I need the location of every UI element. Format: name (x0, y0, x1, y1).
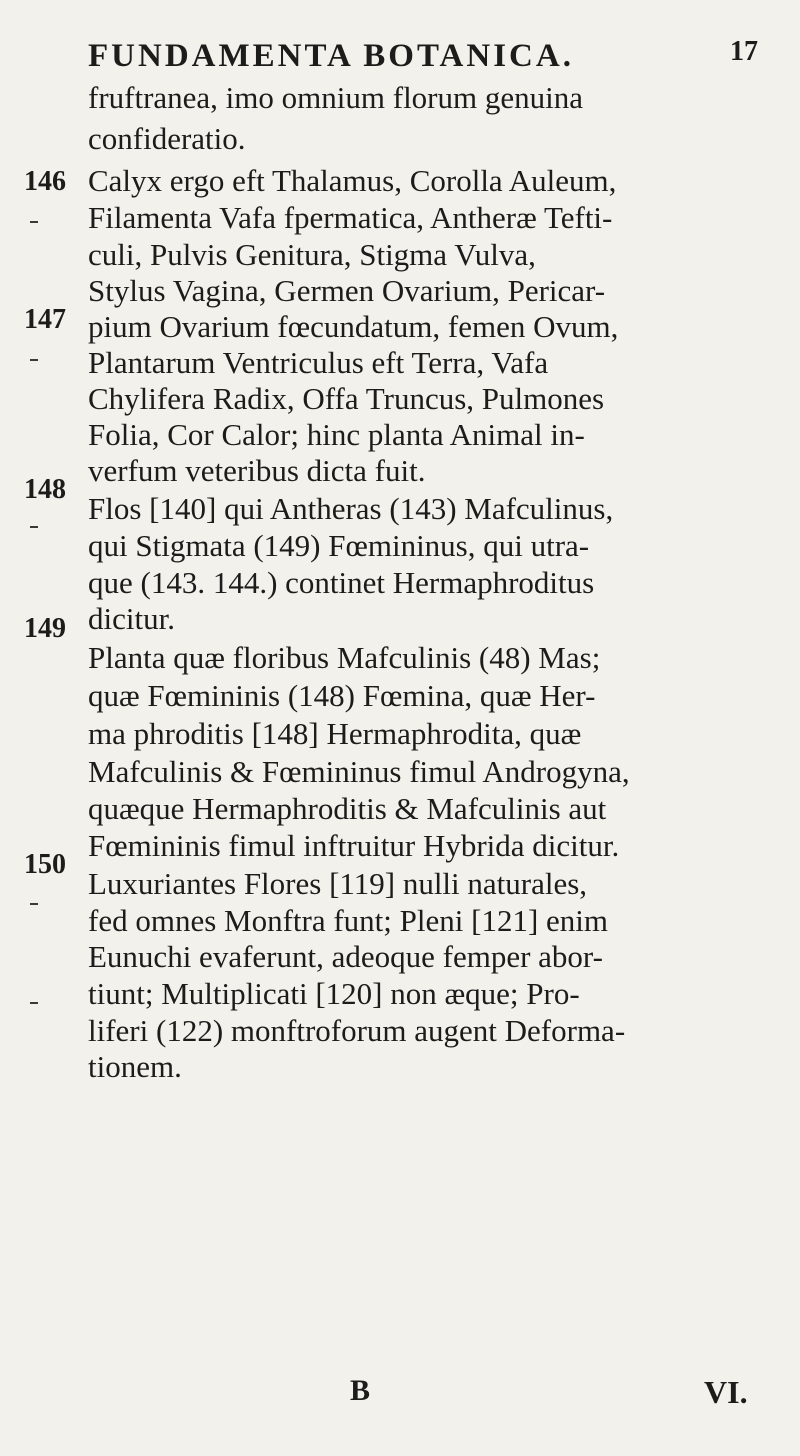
text-line: Luxuriantes Flores [119] nulli naturales, (88, 866, 588, 901)
text-line: tiunt; Multiplicati [120] non æque; Pro- (88, 976, 580, 1011)
text-line: Stylus Vagina, Germen Ovarium, Pericar- (88, 273, 606, 308)
text-line: culi, Pulvis Genitura, Stigma Vulva, (88, 237, 536, 272)
text-line: fruftranea, imo omnium florum genuina (88, 80, 584, 115)
paragraph-number: 148 (24, 474, 66, 505)
page-number: 17 (730, 36, 758, 67)
text-line: Calyx ergo eft Thalamus, Corolla Auleum, (88, 163, 617, 198)
text-line: fed omnes Monftra funt; Pleni [121] enim (88, 903, 609, 938)
margin-mark (30, 1002, 38, 1004)
text-line: ma phroditis [148] Hermaphrodita, quæ (88, 716, 582, 751)
text-line: liferi (122) monftroforum augent Deforma- (88, 1013, 626, 1048)
text-line: Folia, Cor Calor; hinc planta Animal in- (88, 417, 585, 452)
text-line: verfum veteribus dicta fuit. (88, 453, 426, 488)
text-line: Chylifera Radix, Offa Truncus, Pulmones (88, 381, 605, 416)
margin-mark (30, 903, 38, 905)
text-line: confideratio. (88, 121, 246, 156)
text-line: dicitur. (88, 601, 175, 636)
margin-mark (30, 526, 38, 528)
paragraph-number: 146 (24, 166, 66, 197)
text-line: Plantarum Ventriculus eft Terra, Vafa (88, 345, 549, 380)
text-line: que (143. 144.) continet Hermaphroditus (88, 565, 595, 600)
text-line: Mafculinis & Fœmininus fimul Androgyna, (88, 754, 630, 789)
page-header (88, 32, 758, 72)
catchword: VI. (704, 1374, 748, 1410)
text-line: Flos [140] qui Antheras (143) Mafculinus, (88, 491, 614, 526)
text-line: pium Ovarium fœcundatum, femen Ovum, (88, 309, 619, 344)
text-line: Filamenta Vafa fpermatica, Antheræ Tefti- (88, 200, 613, 235)
text-line: Planta quæ floribus Mafculinis (48) Mas; (88, 640, 601, 675)
text-line: Fœmininis fimul inftruitur Hybrida dicitur. (88, 828, 620, 863)
paragraph-number: 147 (24, 304, 66, 335)
paragraph-number: 149 (24, 613, 66, 644)
text-line: qui Stigmata (149) Fœmininus, qui utra- (88, 528, 590, 563)
margin-mark (30, 359, 38, 361)
margin-mark (30, 221, 38, 223)
text-line: Eunuchi evaferunt, adeoque femper abor- (88, 939, 603, 974)
text-line: quæ Fœmininis (148) Fœmina, quæ Her- (88, 678, 596, 713)
text-line: quæque Hermaphroditis & Mafculinis aut (88, 791, 607, 826)
paragraph-number: 150 (24, 849, 66, 880)
running-title: FUNDAMENTA BOTANICA. (88, 38, 574, 74)
text-line: tionem. (88, 1049, 182, 1084)
signature-mark: B (350, 1374, 371, 1407)
